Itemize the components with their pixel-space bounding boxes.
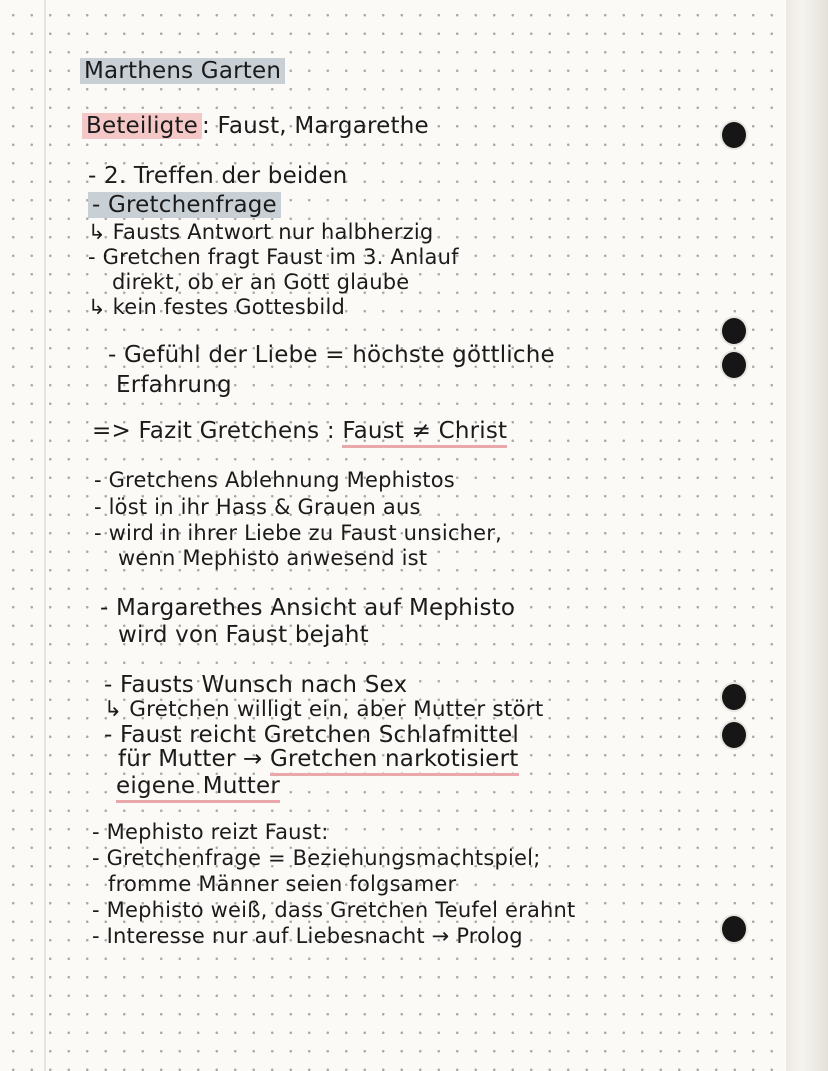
note-line: direkt, ob er an Gott glaube [112,270,410,294]
participants-line [82,113,429,139]
highlighted-text: Gretchen narkotisiert [270,746,519,776]
note-line: - Interesse nur auf Liebesnacht → Prolog [92,924,523,948]
note-line: - Margarethes Ansicht auf Mephisto [100,595,516,621]
note-line: Erfahrung [116,372,232,398]
note-line: - Gretchens Ablehnung Mephistos [94,468,455,492]
note-line: - Mephisto weiß, dass Gretchen Teufel erahnt [92,898,576,922]
note-line: wenn Mephisto anwesend ist [118,546,428,570]
note-line: - 2. Treffen der beiden [88,163,348,189]
note-line: fromme Männer seien folgsamer [108,872,457,896]
note-line: eigene Mutter [116,773,280,799]
punch-hole [722,122,746,148]
note-line: - Faust reicht Gretchen Schlafmittel [104,722,519,748]
participants-label: Beteiligte [82,113,202,139]
note-line: ↳ Fausts Antwort nur halbherzig [88,220,434,244]
note-line: - wird in ihrer Liebe zu Faust unsicher, [94,521,502,545]
note-line: - Fausts Wunsch nach Sex [104,672,408,698]
note-line: - Gretchenfrage = Beziehungsmachtspiel; [92,846,541,870]
punch-hole [722,352,746,378]
note-title: Marthens Garten [80,58,285,84]
participants-names: : Faust, Margarethe [202,113,429,139]
note-line: - Gretchenfrage [88,192,281,218]
note-line: ↳ kein festes Gottesbild [88,295,346,319]
punch-hole [722,722,746,748]
punch-hole [722,684,746,710]
note-line: - Gefühl der Liebe = höchste göttliche [108,342,555,368]
conclusion-highlight: Faust ≠ Christ [342,418,507,448]
note-line: - Gretchen fragt Faust im 3. Anlauf [88,245,459,269]
page-margin [44,0,46,1071]
note-line: für Mutter → Gretchen narkotisiert [118,746,519,772]
note-line: - Mephisto reizt Faust: [92,820,329,844]
punch-hole [722,318,746,344]
page-edge [786,0,828,1071]
conclusion-line: => Fazit Gretchens : Faust ≠ Christ [92,418,507,444]
note-line: wird von Faust bejaht [118,622,369,648]
note-line: - löst in ihr Hass & Grauen aus [94,495,421,519]
note-line: ↳ Gretchen willigt ein, aber Mutter stört [104,697,544,722]
punch-hole [722,916,746,942]
